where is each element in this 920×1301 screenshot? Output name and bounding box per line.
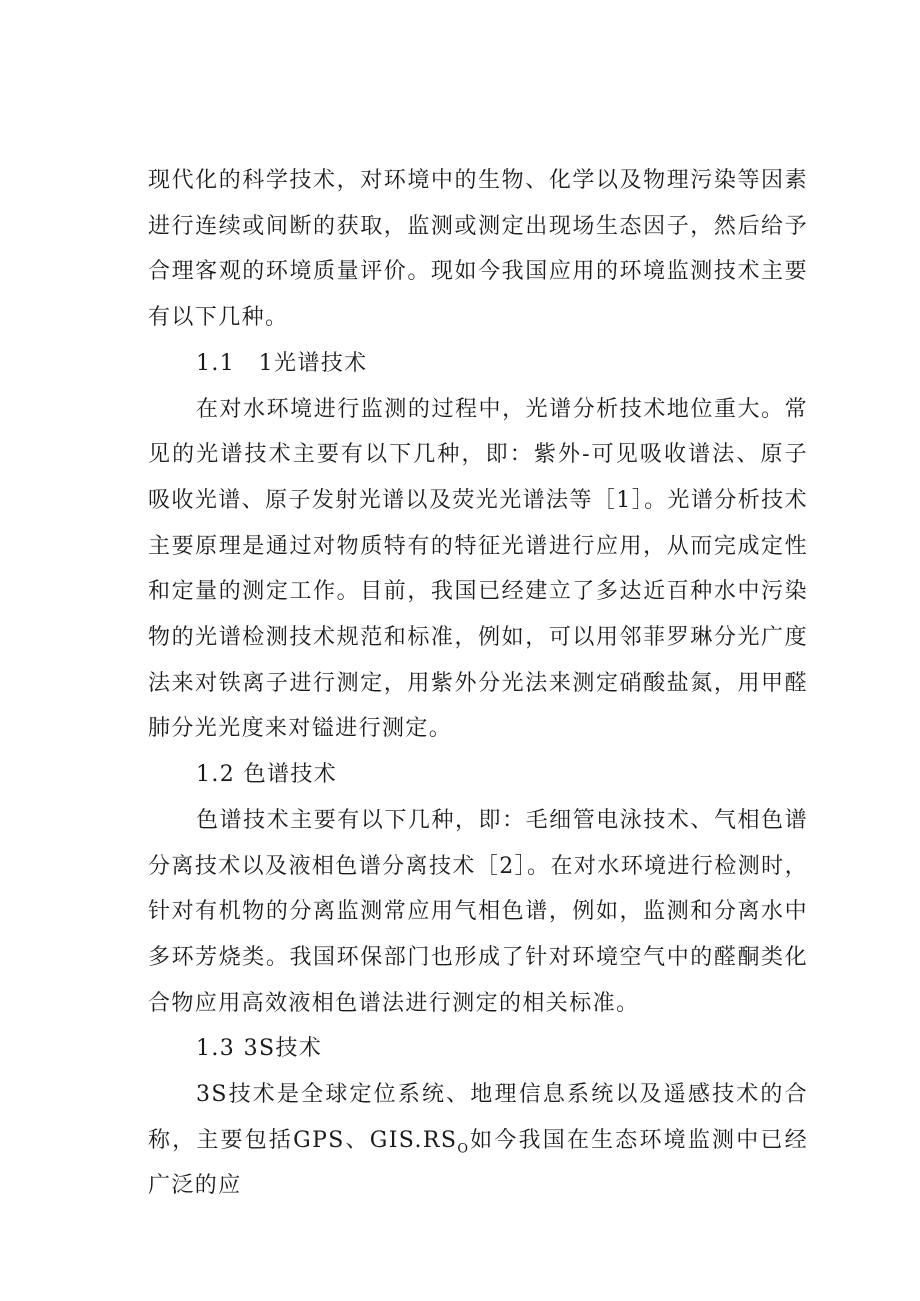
subscript-o: O — [457, 1141, 470, 1157]
section-heading-1-3: 1.3 3S技术 — [196, 1036, 323, 1062]
paragraph-3s-text-part2: 如今我国在生态环境监测中已经广泛的应 — [148, 1127, 808, 1199]
paragraph-3s-technology — [148, 1072, 808, 1209]
paragraph-intro: 现代化的科学技术，对环境中的生物、化学以及物理污染等因素进行连续或间断的获取，监测或测定出现场生态因子，然后给予合理客观的环境质量评价。现如今我国应用的环境监测技术主要有以下几种。 — [148, 168, 808, 331]
paragraph-3s-text-part1: 3S技术是全球定位系统、地理信息系统以及遥感技术的合称，主要包括GPS、GIS.RS — [148, 1082, 808, 1153]
section-heading-1-1: 1.1 1光谱技术 — [196, 350, 368, 376]
document-body — [148, 158, 808, 1209]
section-heading-1-2: 1.2 色谱技术 — [196, 762, 338, 788]
paragraph-chromatography: 色谱技术主要有以下几种，即：毛细管电泳技术、气相色谱分离技术以及液相色谱分离技术［2］。在对水环境进行检测时，针对有机物的分离监测常应用气相色谱，例如，监测和分离水中多环芳烧类。我国环保部门也形成了针对环境空气中的醛酮类化合物应用高效液相色谱法进行测定的相关标准。 — [148, 807, 808, 1016]
paragraph-spectral-technology: 在对水环境进行监测的过程中，光谱分析技术地位重大。常见的光谱技术主要有以下几种，即：紫外-可见吸收谱法、原子吸收光谱、原子发射光谱以及荧光光谱法等［1］。光谱分析技术主要原理是通过对物质特有的特征光谱进行应用，从而完成定性和定量的测定工作。目前，我国已经建立了多达近百种水中污染物的光谱检测技术规范和标准，例如，可以用邻菲罗琳分光广度法来对铁离子进行测定，用紫外分光法来测定硝酸盐氮，用甲醛肺分光光度来对镒进行测定。 — [148, 396, 808, 742]
